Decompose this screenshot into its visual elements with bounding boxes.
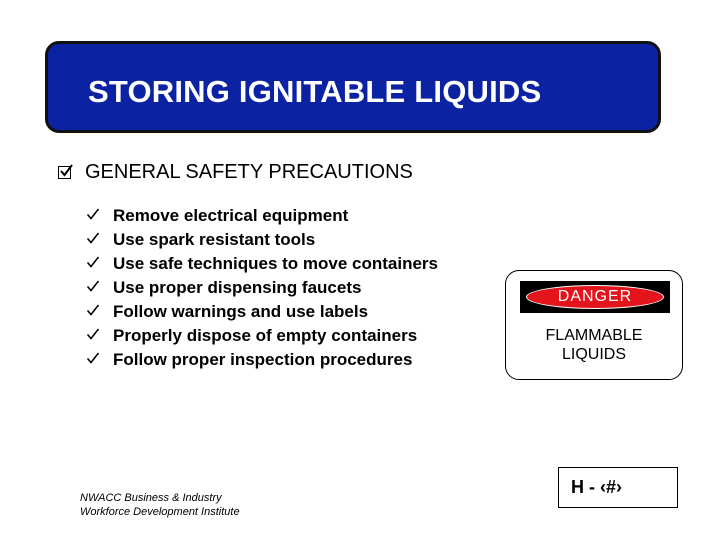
title-banner — [45, 41, 661, 133]
check-mark-icon — [86, 326, 100, 346]
list-item-text: Properly dispose of empty containers — [113, 326, 418, 345]
list-item-text: Use proper dispensing faucets — [113, 278, 362, 297]
danger-label: DANGER — [557, 288, 633, 305]
sign-line-1: FLAMMABLE — [545, 327, 643, 344]
list-item — [86, 228, 438, 252]
footer-line-1: NWACC Business & Industry — [80, 492, 222, 504]
check-mark-icon — [86, 278, 100, 298]
precaution-list — [86, 204, 438, 372]
danger-sign — [505, 270, 683, 380]
danger-oval — [526, 285, 664, 309]
check-mark-icon — [86, 206, 100, 226]
footer-line-2: Workforce Development Institute — [80, 506, 240, 518]
list-item-text: Use spark resistant tools — [113, 230, 316, 249]
sign-message — [506, 326, 682, 364]
page-number-box — [558, 467, 678, 508]
check-mark-icon — [86, 254, 100, 274]
list-item — [86, 204, 438, 228]
sign-line-2: LIQUIDS — [561, 346, 626, 363]
check-mark-icon — [86, 230, 100, 250]
list-item — [86, 252, 438, 276]
list-item — [86, 348, 438, 372]
slide-title: STORING IGNITABLE LIQUIDS — [88, 74, 542, 109]
page-number: H - ‹#› — [571, 477, 622, 497]
list-item-text: Follow warnings and use labels — [113, 302, 369, 321]
list-item — [86, 300, 438, 324]
section-heading — [58, 161, 413, 184]
check-mark-icon — [86, 350, 100, 370]
list-item-text: Use safe techniques to move containers — [113, 254, 438, 273]
checked-box-icon — [58, 166, 71, 179]
list-item-text: Follow proper inspection procedures — [113, 350, 413, 369]
list-item — [86, 324, 438, 348]
check-mark-icon — [86, 302, 100, 322]
list-item — [86, 276, 438, 300]
section-title: GENERAL SAFETY PRECAUTIONS — [85, 161, 413, 183]
list-item-text: Remove electrical equipment — [113, 206, 349, 225]
footer-credit — [80, 491, 240, 519]
danger-header — [520, 281, 670, 313]
